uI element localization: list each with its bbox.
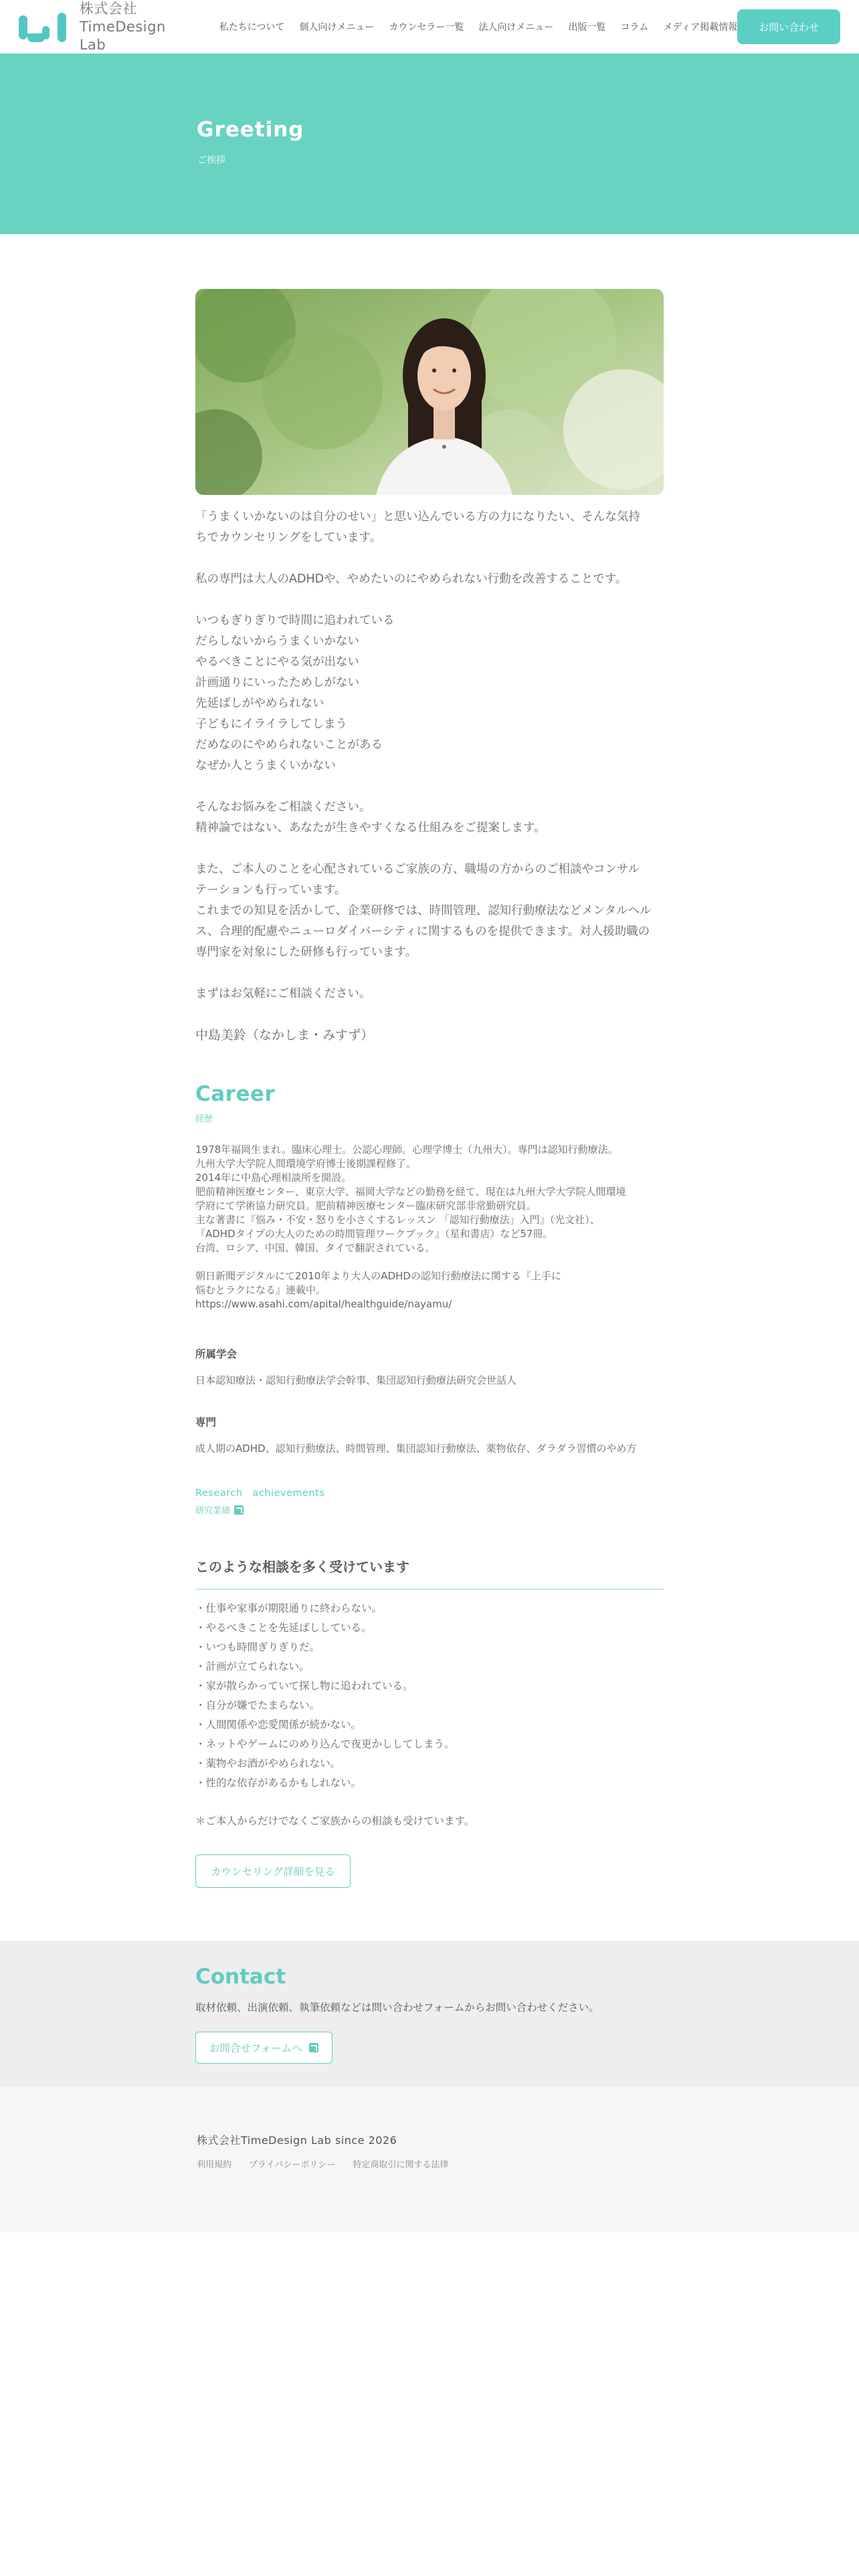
consultation-heading: このような相談を多く受けています (195, 1556, 664, 1590)
main-nav (219, 20, 738, 33)
list-item: ・人間関係や恋愛関係が続かない。 (195, 1719, 362, 1731)
list-item: ・家が散らかっていて探し物に追われている。 (195, 1680, 413, 1692)
contact-form-label: お問合せフォームへ (209, 2042, 302, 2054)
career-serialization: 朝日新聞デジタルにて2010年より大人のADHDの認知行動療法に関する『上手に 悩むとラクになる』連載中。 https://www.asahi.com/apital/healthguide/nayamu/ (195, 1270, 561, 1310)
specialty-text: 成人期のADHD、認知行動療法、時間管理、集団認知行動療法、薬物依存、ダラダラ習慣のやめ方 (195, 1442, 637, 1455)
contact-form-button[interactable] (195, 2032, 332, 2064)
logo-brand-name: TimeDesign Lab (79, 18, 166, 53)
nav-publications[interactable]: 出版一覧 (568, 22, 606, 33)
nav-media[interactable]: メディア掲載情報 (663, 22, 738, 33)
page-hero (0, 53, 859, 234)
list-item: ・薬物やお酒がやめられない。 (195, 1757, 341, 1769)
counseling-detail-button[interactable]: カウンセリング詳細を見る (195, 1854, 351, 1888)
main-content (195, 289, 664, 1888)
nav-counselors[interactable]: カウンセラー一覧 (389, 22, 464, 33)
career-subtitle: 経歴 (195, 1114, 213, 1124)
site-header (0, 0, 859, 53)
research-sub-link[interactable] (195, 1503, 664, 1516)
contact-section (0, 1941, 859, 2086)
nav-about[interactable]: 私たちについて (219, 22, 285, 33)
specialty-heading: 専門 (195, 1416, 217, 1428)
profile-photo-image (195, 289, 664, 495)
nav-corporate-menu[interactable]: 法人向けメニュー (478, 22, 554, 33)
list-item: ・性的な依存があるかもしれない。 (195, 1777, 362, 1789)
contact-button[interactable]: お問い合わせ (737, 9, 840, 44)
greeting-signature: 中島美鈴（なかしま・みすず） (195, 1028, 374, 1043)
page-title: Greeting (197, 118, 304, 142)
external-link-icon (309, 2043, 318, 2052)
list-item: ・自分が嫌でたまらない。 (195, 1699, 320, 1711)
society-heading: 所属学会 (195, 1348, 237, 1360)
footer-link-privacy[interactable]: プライバシーポリシー (249, 2160, 336, 2170)
logo-mark-icon (19, 11, 69, 42)
logo-text (80, 0, 195, 54)
contact-title: Contact (195, 1965, 286, 1989)
footer-link-terms[interactable]: 利用規約 (197, 2160, 232, 2170)
greeting-paragraph: 私の専門は大人のADHDや、やめたいのにやめられない行動を改善することです。 (195, 572, 628, 586)
career-title: Career (195, 1082, 276, 1106)
footer-copyright: 株式会社TimeDesign Lab since 2026 (197, 2134, 397, 2147)
research-sub-label: 研究業績 (195, 1506, 231, 1516)
list-item: ・やるべきことを先延ばししている。 (195, 1622, 372, 1634)
greeting-text (195, 507, 664, 1046)
external-link-icon (234, 1505, 244, 1515)
greeting-paragraph: また、ご本人のことを心配されているご家族の方、職場の方からのご相談やコンサル テーションも行っています。 これまでの知見を活かして、企業研修では、時間管理、認知行動療法などメンタルヘル ス、合理的配慮やニューロダイバーシティに関するものを提供できます。対人援助職の 専門家を対象にした研修も行っています。 (195, 863, 652, 959)
greeting-paragraph: 「うまくいかないのは自分のせい」と思い込んでいる方の力になりたい、そんな気持 ちでカウンセリングをしています。 (195, 510, 640, 544)
consultation-note: ＊ご本人からだけでなくご家族からの相談も受けています。 (195, 1815, 475, 1827)
greeting-paragraph: いつもぎりぎりで時間に追われている だらしないからうまくいかない やるべきことにやる気が出ない 計画通りにいったためしがない 先延ばしがやめられない 子どもにイライラしてしまう だめなのにやめられないことがある なぜか人とうまくいかない (195, 614, 395, 772)
nav-personal-menu[interactable]: 個人向けメニュー (299, 22, 375, 33)
greeting-paragraph: まずはお気軽にご相談ください。 (195, 987, 371, 1000)
contact-text: 取材依頼、出演依頼、執筆依頼などは問い合わせフォームからお問い合わせください。 (195, 2002, 599, 2014)
page-subtitle: ご挨拶 (197, 155, 225, 166)
list-item: ・ネットやゲームにのめり込んで夜更かししてしまう。 (195, 1738, 455, 1750)
greeting-paragraph: そんなお悩みをご相談ください。 精神論ではない、あなたが生きやすくなる仕組みをご提案します。 (195, 800, 546, 835)
logo-company-label: 株式会社 (79, 0, 137, 17)
site-logo[interactable] (19, 0, 195, 54)
nav-column[interactable]: コラム (620, 22, 649, 33)
profile-photo (195, 289, 664, 495)
society-text: 日本認知療法・認知行動療法学会幹事、集団認知行動療法研究会世話人 (195, 1374, 517, 1386)
list-item: ・計画が立てられない。 (195, 1660, 310, 1673)
list-item: ・仕事や家事が期限通りに終わらない。 (195, 1602, 383, 1614)
list-item: ・いつも時間ぎりぎりだ。 (195, 1641, 320, 1653)
footer-link-commerce-law[interactable]: 特定商取引に関する法律 (353, 2160, 449, 2170)
research-link[interactable]: Research achievements (195, 1488, 325, 1499)
career-body: 1978年福岡生まれ。臨床心理士。公認心理師。心理学博士（九州大）。専門は認知行動療法。 九州大学大学院人間環境学府博士後期課程修了。 2014年に中島心理相談所を開設。 肥前精神医療センター、東京大学、福岡大学などの勤務を経て、現在は九州大学大学院人間環境 学府にて学術協力研究員。肥前精神医療センター臨床研究部非常勤研究員。 主な著書に『悩み・不安・怒りを小さくするレッスン 「認知行動療法」入門』（光文社）、 『ADHDタイプの大人のための時間管理ワークブック』（星和書店）など57冊。 台湾、ロシア、中国、韓国、タイで翻訳されている。 (195, 1144, 626, 1254)
footer-links (197, 2157, 448, 2170)
site-footer (0, 2086, 859, 2232)
consultation-list (195, 1599, 664, 1793)
